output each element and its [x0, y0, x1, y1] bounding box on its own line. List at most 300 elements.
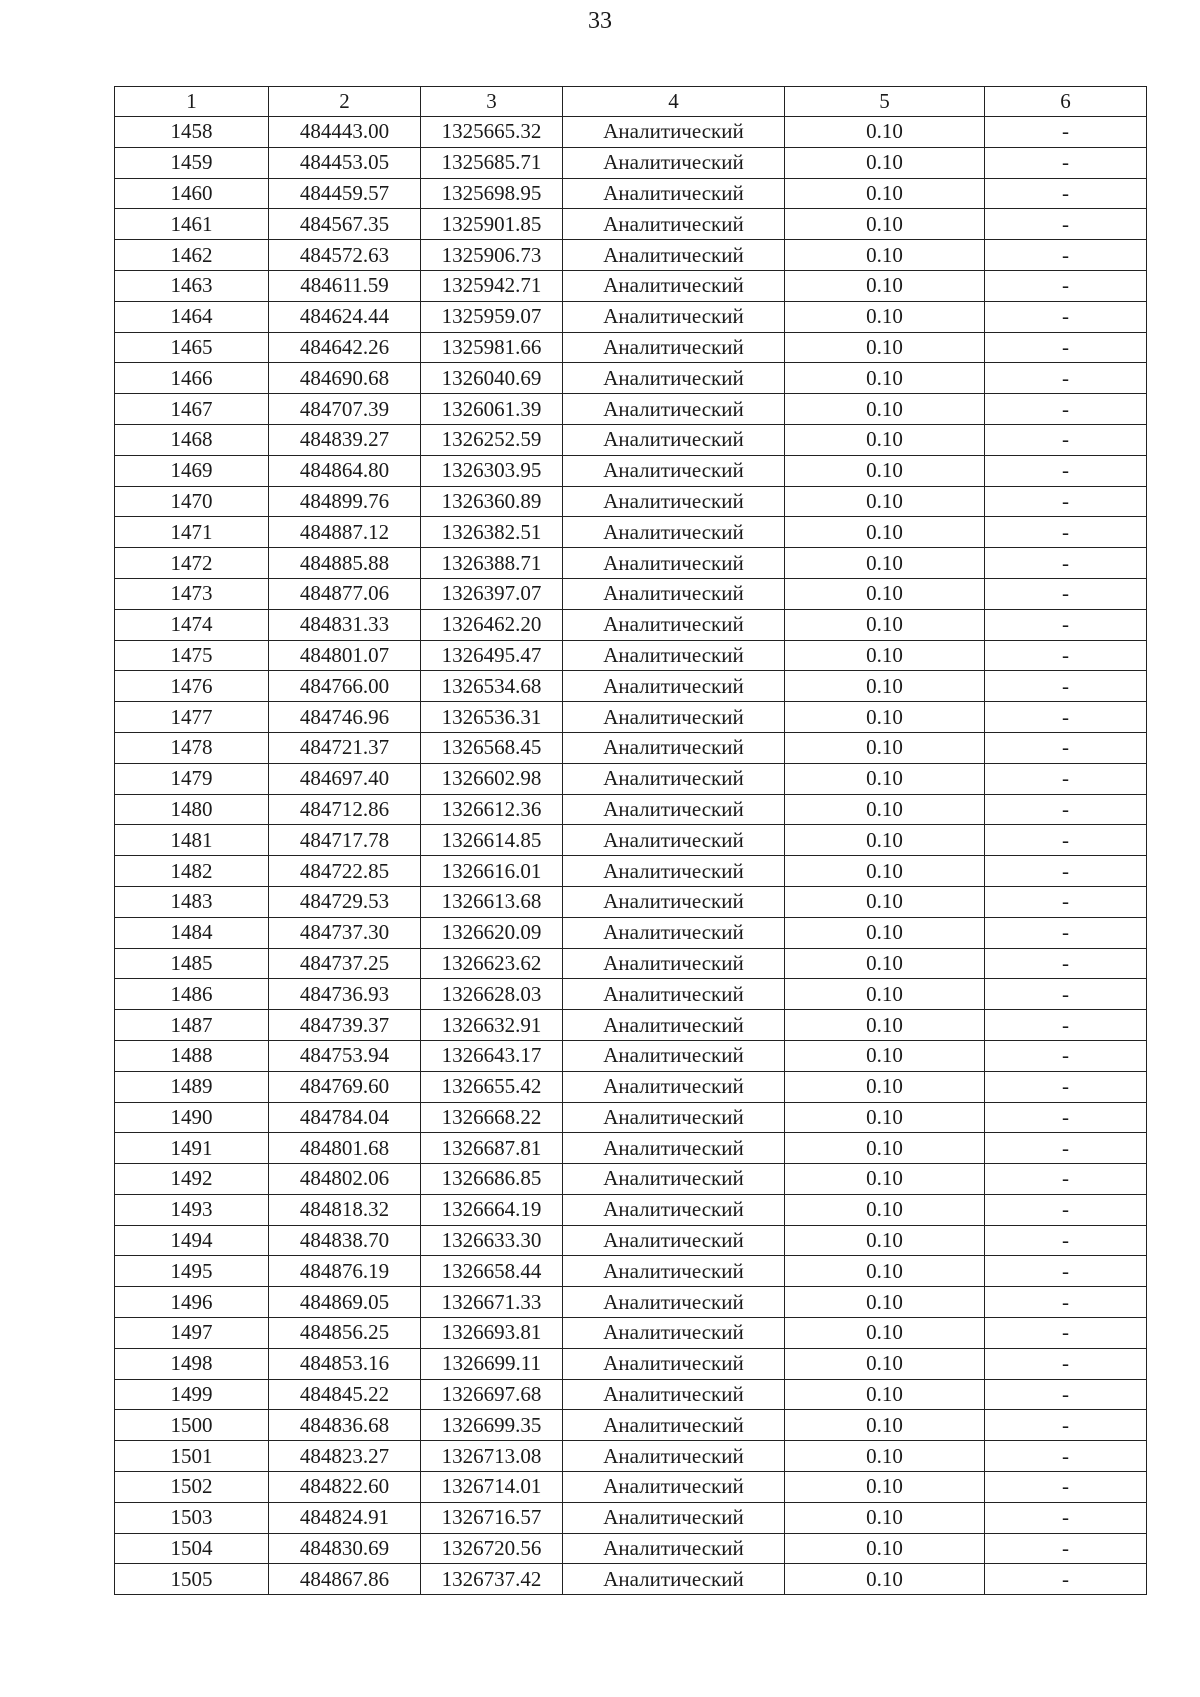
table-row: [115, 825, 1147, 856]
point-number-cell: 1459: [115, 147, 269, 178]
point-number-cell: 1472: [115, 548, 269, 579]
note-cell: -: [985, 886, 1147, 917]
y-coordinate-cell: 1326633.30: [421, 1225, 563, 1256]
method-cell: Аналитический: [563, 1348, 785, 1379]
x-coordinate-cell: 484877.06: [269, 578, 421, 609]
point-number-cell: 1504: [115, 1533, 269, 1564]
table-row: [115, 578, 1147, 609]
method-cell: Аналитический: [563, 1502, 785, 1533]
note-cell: -: [985, 856, 1147, 887]
y-coordinate-cell: 1326495.47: [421, 640, 563, 671]
y-coordinate-cell: 1326737.42: [421, 1564, 563, 1595]
table-row: [115, 332, 1147, 363]
x-coordinate-cell: 484856.25: [269, 1318, 421, 1349]
method-cell: Аналитический: [563, 1410, 785, 1441]
note-cell: -: [985, 1071, 1147, 1102]
accuracy-cell: 0.10: [785, 178, 985, 209]
note-cell: -: [985, 825, 1147, 856]
method-cell: Аналитический: [563, 825, 785, 856]
note-cell: -: [985, 609, 1147, 640]
point-number-cell: 1488: [115, 1040, 269, 1071]
note-cell: -: [985, 1164, 1147, 1195]
x-coordinate-cell: 484885.88: [269, 548, 421, 579]
x-coordinate-cell: 484567.35: [269, 209, 421, 240]
x-coordinate-cell: 484737.25: [269, 948, 421, 979]
note-cell: -: [985, 363, 1147, 394]
x-coordinate-cell: 484853.16: [269, 1348, 421, 1379]
x-coordinate-cell: 484690.68: [269, 363, 421, 394]
accuracy-cell: 0.10: [785, 948, 985, 979]
x-coordinate-cell: 484839.27: [269, 424, 421, 455]
x-coordinate-cell: 484802.06: [269, 1164, 421, 1195]
table-row: [115, 1225, 1147, 1256]
accuracy-cell: 0.10: [785, 732, 985, 763]
method-cell: Аналитический: [563, 1225, 785, 1256]
column-header-2: 2: [269, 87, 421, 117]
x-coordinate-cell: 484624.44: [269, 301, 421, 332]
y-coordinate-cell: 1326303.95: [421, 455, 563, 486]
point-number-cell: 1503: [115, 1502, 269, 1533]
method-cell: Аналитический: [563, 1318, 785, 1349]
point-number-cell: 1489: [115, 1071, 269, 1102]
y-coordinate-cell: 1326658.44: [421, 1256, 563, 1287]
method-cell: Аналитический: [563, 578, 785, 609]
x-coordinate-cell: 484869.05: [269, 1287, 421, 1318]
table-row: [115, 763, 1147, 794]
table-row: [115, 1348, 1147, 1379]
point-number-cell: 1484: [115, 917, 269, 948]
note-cell: -: [985, 1102, 1147, 1133]
method-cell: Аналитический: [563, 332, 785, 363]
accuracy-cell: 0.10: [785, 671, 985, 702]
table-row: [115, 671, 1147, 702]
x-coordinate-cell: 484753.94: [269, 1040, 421, 1071]
x-coordinate-cell: 484845.22: [269, 1379, 421, 1410]
x-coordinate-cell: 484722.85: [269, 856, 421, 887]
x-coordinate-cell: 484769.60: [269, 1071, 421, 1102]
table-row: [115, 702, 1147, 733]
point-number-cell: 1493: [115, 1194, 269, 1225]
table-row: [115, 1533, 1147, 1564]
point-number-cell: 1498: [115, 1348, 269, 1379]
y-coordinate-cell: 1326643.17: [421, 1040, 563, 1071]
table-row: [115, 363, 1147, 394]
accuracy-cell: 0.10: [785, 1410, 985, 1441]
accuracy-cell: 0.10: [785, 1287, 985, 1318]
table-row: [115, 1164, 1147, 1195]
x-coordinate-cell: 484801.68: [269, 1133, 421, 1164]
x-coordinate-cell: 484876.19: [269, 1256, 421, 1287]
table-row: [115, 1194, 1147, 1225]
table-row: [115, 178, 1147, 209]
accuracy-cell: 0.10: [785, 825, 985, 856]
point-number-cell: 1473: [115, 578, 269, 609]
accuracy-cell: 0.10: [785, 763, 985, 794]
table-row: [115, 1102, 1147, 1133]
y-coordinate-cell: 1326360.89: [421, 486, 563, 517]
accuracy-cell: 0.10: [785, 1379, 985, 1410]
method-cell: Аналитический: [563, 240, 785, 271]
x-coordinate-cell: 484443.00: [269, 117, 421, 148]
x-coordinate-cell: 484453.05: [269, 147, 421, 178]
method-cell: Аналитический: [563, 1472, 785, 1503]
table-row: [115, 1040, 1147, 1071]
point-number-cell: 1465: [115, 332, 269, 363]
point-number-cell: 1499: [115, 1379, 269, 1410]
point-number-cell: 1471: [115, 517, 269, 548]
method-cell: Аналитический: [563, 1287, 785, 1318]
method-cell: Аналитический: [563, 856, 785, 887]
note-cell: -: [985, 794, 1147, 825]
method-cell: Аналитический: [563, 1040, 785, 1071]
accuracy-cell: 0.10: [785, 979, 985, 1010]
x-coordinate-cell: 484784.04: [269, 1102, 421, 1133]
x-coordinate-cell: 484459.57: [269, 178, 421, 209]
note-cell: -: [985, 763, 1147, 794]
table-row: [115, 1441, 1147, 1472]
x-coordinate-cell: 484822.60: [269, 1472, 421, 1503]
note-cell: -: [985, 1564, 1147, 1595]
table-row: [115, 1133, 1147, 1164]
table-row: [115, 1379, 1147, 1410]
table-row: [115, 1564, 1147, 1595]
accuracy-cell: 0.10: [785, 548, 985, 579]
note-cell: -: [985, 240, 1147, 271]
note-cell: -: [985, 1010, 1147, 1041]
accuracy-cell: 0.10: [785, 1164, 985, 1195]
table-row: [115, 1010, 1147, 1041]
y-coordinate-cell: 1326620.09: [421, 917, 563, 948]
x-coordinate-cell: 484836.68: [269, 1410, 421, 1441]
method-cell: Аналитический: [563, 1010, 785, 1041]
y-coordinate-cell: 1326602.98: [421, 763, 563, 794]
point-number-cell: 1490: [115, 1102, 269, 1133]
method-cell: Аналитический: [563, 763, 785, 794]
accuracy-cell: 0.10: [785, 394, 985, 425]
point-number-cell: 1502: [115, 1472, 269, 1503]
y-coordinate-cell: 1325981.66: [421, 332, 563, 363]
point-number-cell: 1478: [115, 732, 269, 763]
table-row: [115, 117, 1147, 148]
method-cell: Аналитический: [563, 455, 785, 486]
table-row: [115, 240, 1147, 271]
table-row: [115, 917, 1147, 948]
note-cell: -: [985, 1287, 1147, 1318]
x-coordinate-cell: 484729.53: [269, 886, 421, 917]
table-row: [115, 1287, 1147, 1318]
note-cell: -: [985, 702, 1147, 733]
table-row: [115, 640, 1147, 671]
y-coordinate-cell: 1326720.56: [421, 1533, 563, 1564]
method-cell: Аналитический: [563, 209, 785, 240]
accuracy-cell: 0.10: [785, 240, 985, 271]
note-cell: -: [985, 640, 1147, 671]
x-coordinate-cell: 484831.33: [269, 609, 421, 640]
point-number-cell: 1505: [115, 1564, 269, 1595]
x-coordinate-cell: 484823.27: [269, 1441, 421, 1472]
accuracy-cell: 0.10: [785, 609, 985, 640]
x-coordinate-cell: 484739.37: [269, 1010, 421, 1041]
note-cell: -: [985, 147, 1147, 178]
point-number-cell: 1469: [115, 455, 269, 486]
x-coordinate-cell: 484721.37: [269, 732, 421, 763]
method-cell: Аналитический: [563, 1533, 785, 1564]
point-number-cell: 1474: [115, 609, 269, 640]
y-coordinate-cell: 1326668.22: [421, 1102, 563, 1133]
table-row: [115, 1410, 1147, 1441]
accuracy-cell: 0.10: [785, 301, 985, 332]
header-row: [115, 87, 1147, 117]
table-row: [115, 732, 1147, 763]
point-number-cell: 1501: [115, 1441, 269, 1472]
point-number-cell: 1463: [115, 270, 269, 301]
point-number-cell: 1458: [115, 117, 269, 148]
table-row: [115, 394, 1147, 425]
y-coordinate-cell: 1326671.33: [421, 1287, 563, 1318]
accuracy-cell: 0.10: [785, 702, 985, 733]
accuracy-cell: 0.10: [785, 147, 985, 178]
x-coordinate-cell: 484712.86: [269, 794, 421, 825]
method-cell: Аналитический: [563, 732, 785, 763]
x-coordinate-cell: 484818.32: [269, 1194, 421, 1225]
method-cell: Аналитический: [563, 886, 785, 917]
table-body: [115, 117, 1147, 1595]
accuracy-cell: 0.10: [785, 1102, 985, 1133]
y-coordinate-cell: 1326713.08: [421, 1441, 563, 1472]
note-cell: -: [985, 1318, 1147, 1349]
note-cell: -: [985, 979, 1147, 1010]
point-number-cell: 1496: [115, 1287, 269, 1318]
point-number-cell: 1500: [115, 1410, 269, 1441]
page-number: 33: [588, 8, 612, 34]
note-cell: -: [985, 486, 1147, 517]
column-header-6: 6: [985, 87, 1147, 117]
method-cell: Аналитический: [563, 178, 785, 209]
method-cell: Аналитический: [563, 1441, 785, 1472]
accuracy-cell: 0.10: [785, 1040, 985, 1071]
point-number-cell: 1479: [115, 763, 269, 794]
method-cell: Аналитический: [563, 486, 785, 517]
method-cell: Аналитический: [563, 979, 785, 1010]
method-cell: Аналитический: [563, 1564, 785, 1595]
x-coordinate-cell: 484736.93: [269, 979, 421, 1010]
method-cell: Аналитический: [563, 117, 785, 148]
point-number-cell: 1464: [115, 301, 269, 332]
y-coordinate-cell: 1326397.07: [421, 578, 563, 609]
note-cell: -: [985, 209, 1147, 240]
method-cell: Аналитический: [563, 794, 785, 825]
point-number-cell: 1497: [115, 1318, 269, 1349]
x-coordinate-cell: 484707.39: [269, 394, 421, 425]
point-number-cell: 1462: [115, 240, 269, 271]
x-coordinate-cell: 484697.40: [269, 763, 421, 794]
x-coordinate-cell: 484717.78: [269, 825, 421, 856]
table-row: [115, 147, 1147, 178]
accuracy-cell: 0.10: [785, 332, 985, 363]
table-row: [115, 1318, 1147, 1349]
method-cell: Аналитический: [563, 1379, 785, 1410]
x-coordinate-cell: 484746.96: [269, 702, 421, 733]
point-number-cell: 1460: [115, 178, 269, 209]
accuracy-cell: 0.10: [785, 1533, 985, 1564]
accuracy-cell: 0.10: [785, 455, 985, 486]
accuracy-cell: 0.10: [785, 1348, 985, 1379]
x-coordinate-cell: 484830.69: [269, 1533, 421, 1564]
y-coordinate-cell: 1326693.81: [421, 1318, 563, 1349]
note-cell: -: [985, 301, 1147, 332]
y-coordinate-cell: 1326252.59: [421, 424, 563, 455]
y-coordinate-cell: 1325942.71: [421, 270, 563, 301]
point-number-cell: 1480: [115, 794, 269, 825]
method-cell: Аналитический: [563, 424, 785, 455]
y-coordinate-cell: 1326534.68: [421, 671, 563, 702]
point-number-cell: 1491: [115, 1133, 269, 1164]
note-cell: -: [985, 1472, 1147, 1503]
method-cell: Аналитический: [563, 517, 785, 548]
method-cell: Аналитический: [563, 548, 785, 579]
accuracy-cell: 0.10: [785, 486, 985, 517]
column-header-5: 5: [785, 87, 985, 117]
note-cell: -: [985, 671, 1147, 702]
method-cell: Аналитический: [563, 640, 785, 671]
table-row: [115, 1071, 1147, 1102]
y-coordinate-cell: 1326697.68: [421, 1379, 563, 1410]
note-cell: -: [985, 1348, 1147, 1379]
table-row: [115, 948, 1147, 979]
accuracy-cell: 0.10: [785, 1071, 985, 1102]
y-coordinate-cell: 1326686.85: [421, 1164, 563, 1195]
x-coordinate-cell: 484737.30: [269, 917, 421, 948]
note-cell: -: [985, 917, 1147, 948]
table-row: [115, 548, 1147, 579]
y-coordinate-cell: 1326616.01: [421, 856, 563, 887]
accuracy-cell: 0.10: [785, 517, 985, 548]
x-coordinate-cell: 484642.26: [269, 332, 421, 363]
point-number-cell: 1486: [115, 979, 269, 1010]
point-number-cell: 1482: [115, 856, 269, 887]
note-cell: -: [985, 1194, 1147, 1225]
method-cell: Аналитический: [563, 270, 785, 301]
x-coordinate-cell: 484766.00: [269, 671, 421, 702]
point-number-cell: 1476: [115, 671, 269, 702]
column-header-4: 4: [563, 87, 785, 117]
point-number-cell: 1467: [115, 394, 269, 425]
y-coordinate-cell: 1325901.85: [421, 209, 563, 240]
method-cell: Аналитический: [563, 301, 785, 332]
y-coordinate-cell: 1326628.03: [421, 979, 563, 1010]
accuracy-cell: 0.10: [785, 1194, 985, 1225]
y-coordinate-cell: 1326687.81: [421, 1133, 563, 1164]
y-coordinate-cell: 1326664.19: [421, 1194, 563, 1225]
y-coordinate-cell: 1326061.39: [421, 394, 563, 425]
point-number-cell: 1468: [115, 424, 269, 455]
y-coordinate-cell: 1326699.35: [421, 1410, 563, 1441]
accuracy-cell: 0.10: [785, 363, 985, 394]
x-coordinate-cell: 484824.91: [269, 1502, 421, 1533]
x-coordinate-cell: 484864.80: [269, 455, 421, 486]
method-cell: Аналитический: [563, 1194, 785, 1225]
note-cell: -: [985, 1133, 1147, 1164]
note-cell: -: [985, 1225, 1147, 1256]
note-cell: -: [985, 270, 1147, 301]
table-row: [115, 517, 1147, 548]
point-number-cell: 1487: [115, 1010, 269, 1041]
table-row: [115, 1256, 1147, 1287]
method-cell: Аналитический: [563, 394, 785, 425]
point-number-cell: 1481: [115, 825, 269, 856]
y-coordinate-cell: 1326613.68: [421, 886, 563, 917]
accuracy-cell: 0.10: [785, 856, 985, 887]
method-cell: Аналитический: [563, 1102, 785, 1133]
accuracy-cell: 0.10: [785, 424, 985, 455]
y-coordinate-cell: 1326614.85: [421, 825, 563, 856]
note-cell: -: [985, 117, 1147, 148]
note-cell: -: [985, 424, 1147, 455]
x-coordinate-cell: 484899.76: [269, 486, 421, 517]
accuracy-cell: 0.10: [785, 578, 985, 609]
note-cell: -: [985, 178, 1147, 209]
note-cell: -: [985, 948, 1147, 979]
method-cell: Аналитический: [563, 147, 785, 178]
y-coordinate-cell: 1326714.01: [421, 1472, 563, 1503]
note-cell: -: [985, 548, 1147, 579]
accuracy-cell: 0.10: [785, 1225, 985, 1256]
note-cell: -: [985, 455, 1147, 486]
method-cell: Аналитический: [563, 671, 785, 702]
accuracy-cell: 0.10: [785, 794, 985, 825]
table-row: [115, 209, 1147, 240]
y-coordinate-cell: 1325665.32: [421, 117, 563, 148]
point-number-cell: 1466: [115, 363, 269, 394]
y-coordinate-cell: 1326623.62: [421, 948, 563, 979]
accuracy-cell: 0.10: [785, 1502, 985, 1533]
y-coordinate-cell: 1326699.11: [421, 1348, 563, 1379]
note-cell: -: [985, 394, 1147, 425]
x-coordinate-cell: 484838.70: [269, 1225, 421, 1256]
x-coordinate-cell: 484867.86: [269, 1564, 421, 1595]
y-coordinate-cell: 1326536.31: [421, 702, 563, 733]
method-cell: Аналитический: [563, 1133, 785, 1164]
table-row: [115, 1472, 1147, 1503]
method-cell: Аналитический: [563, 917, 785, 948]
accuracy-cell: 0.10: [785, 117, 985, 148]
y-coordinate-cell: 1326612.36: [421, 794, 563, 825]
y-coordinate-cell: 1326388.71: [421, 548, 563, 579]
accuracy-cell: 0.10: [785, 270, 985, 301]
y-coordinate-cell: 1326040.69: [421, 363, 563, 394]
note-cell: -: [985, 517, 1147, 548]
point-number-cell: 1470: [115, 486, 269, 517]
table-row: [115, 979, 1147, 1010]
method-cell: Аналитический: [563, 1164, 785, 1195]
point-number-cell: 1494: [115, 1225, 269, 1256]
table-row: [115, 794, 1147, 825]
point-number-cell: 1475: [115, 640, 269, 671]
y-coordinate-cell: 1326568.45: [421, 732, 563, 763]
note-cell: -: [985, 1256, 1147, 1287]
table-row: [115, 424, 1147, 455]
y-coordinate-cell: 1325698.95: [421, 178, 563, 209]
method-cell: Аналитический: [563, 609, 785, 640]
y-coordinate-cell: 1326382.51: [421, 517, 563, 548]
x-coordinate-cell: 484801.07: [269, 640, 421, 671]
method-cell: Аналитический: [563, 1071, 785, 1102]
point-number-cell: 1495: [115, 1256, 269, 1287]
accuracy-cell: 0.10: [785, 209, 985, 240]
accuracy-cell: 0.10: [785, 1318, 985, 1349]
accuracy-cell: 0.10: [785, 917, 985, 948]
column-header-1: 1: [115, 87, 269, 117]
